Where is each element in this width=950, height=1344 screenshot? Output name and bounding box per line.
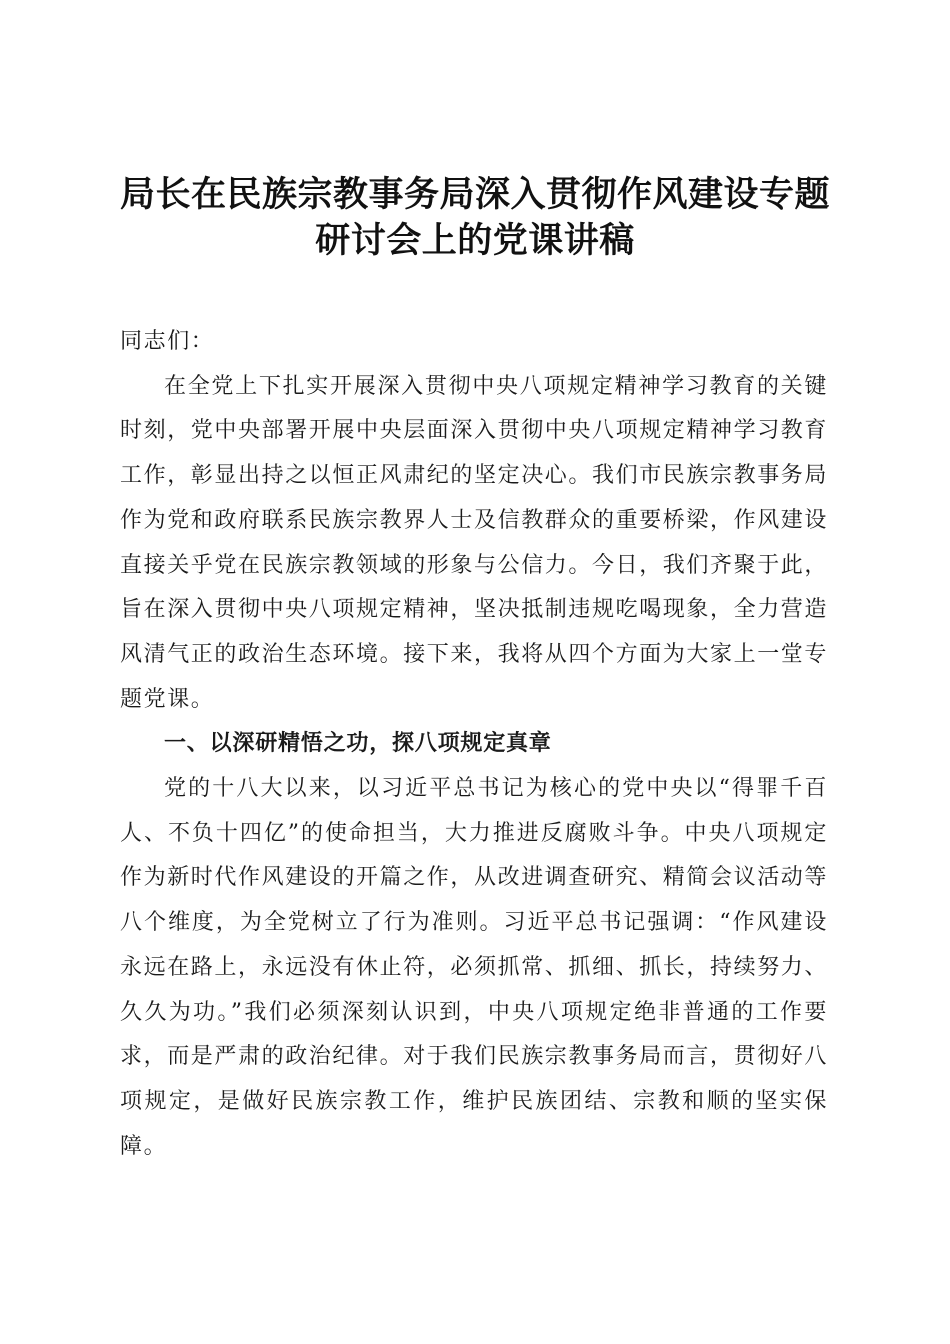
document-body: [120, 320, 828, 1169]
title-line-1: 局长在民族宗教事务局深入贯彻作风建设专题: [119, 175, 830, 215]
section-heading-1: 一、以深研精悟之功，探八项规定真章: [164, 731, 552, 757]
paragraph-intro: 在全党上下扎实开展深入贯彻中央八项规定精神学习教育的关键时刻，党中央部署开展中央层面深入贯彻中央八项规定精神学习教育工作，彰显出持之以恒正风肃纪的坚定决心。我们市民族宗教事务局作为党和政府联系民族宗教界人士及信教群众的重要桥梁，作风建设直接关乎党在民族宗教领域的形象与公信力。今日，我们齐聚于此，旨在深入贯彻中央八项规定精神，坚决抵制违规吃喝现象，全力营造风清气正的政治生态环境。接下来，我将从四个方面为大家上一堂专题党课。: [120, 373, 829, 712]
document-title: [100, 172, 850, 264]
paragraph-section-1: 党的十八大以来，以习近平总书记为核心的党中央以“得罪千百人、不负十四亿”的使命担当，大力推进反腐败斗争。中央八项规定作为新时代作风建设的开篇之作，从改进调查研究、精简会议活动等八个维度，为全党树立了行为准则。习近平总书记强调：“作风建设永远在路上，永远没有休止符，必须抓常、抓细、抓长，持续努力、久久为功。”我们必须深刻认识到，中央八项规定绝非普通的工作要求，而是严肃的政治纪律。对于我们民族宗教事务局而言，贯彻好八项规定，是做好民族宗教工作，维护民族团结、宗教和顺的坚实保障。: [120, 776, 829, 1159]
title-line-2: 研讨会上的党课讲稿: [315, 221, 635, 261]
salutation: 同志们：: [120, 329, 215, 354]
